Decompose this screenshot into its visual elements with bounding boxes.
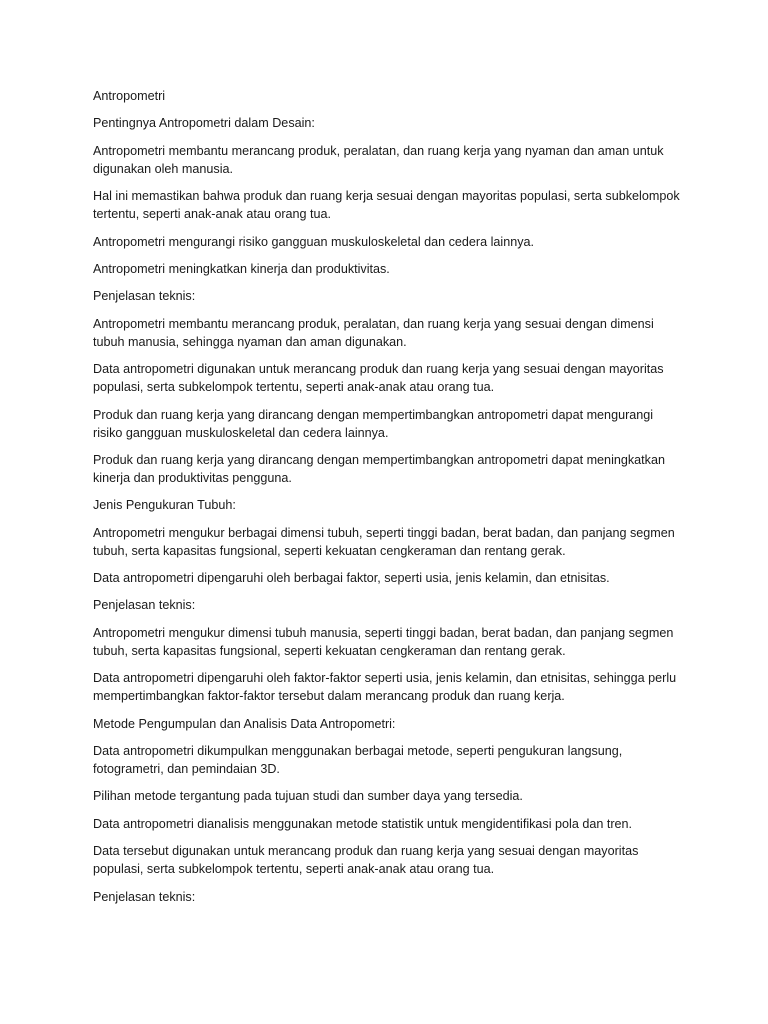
paragraph: Pilihan metode tergantung pada tujuan studi dan sumber daya yang tersedia. [93, 789, 523, 804]
paragraph: Produk dan ruang kerja yang dirancang dengan mempertimbangkan antropometri dapat meningkatkan kinerja dan produktivitas pengguna. [93, 452, 665, 485]
section-heading-body-measurement: Jenis Pengukuran Tubuh: [93, 498, 236, 513]
paragraph: Antropometri membantu merancang produk, peralatan, dan ruang kerja yang nyaman dan aman untuk digunakan oleh manusia. [93, 143, 664, 176]
paragraph: Antropometri mengukur berbagai dimensi tubuh, seperti tinggi badan, berat badan, dan panjang segmen tubuh, serta kapasitas fungsional, seperti kekuatan cengkeraman dan rentang gerak. [93, 525, 675, 558]
section-heading-methods: Metode Pengumpulan dan Analisis Data Antropometri: [93, 716, 396, 731]
paragraph: Data antropometri dipengaruhi oleh berbagai faktor, seperti usia, jenis kelamin, dan etnisitas. [93, 571, 610, 586]
paragraph: Produk dan ruang kerja yang dirancang dengan mempertimbangkan antropometri dapat mengurangi risiko gangguan muskuloskeletal dan cedera lainnya. [93, 407, 654, 440]
paragraph: Antropometri membantu merancang produk, peralatan, dan ruang kerja yang sesuai dengan dimensi tubuh manusia, sehingga nyaman dan aman digunakan. [93, 316, 654, 349]
paragraph: Data antropometri digunakan untuk merancang produk dan ruang kerja yang sesuai dengan mayoritas populasi, serta subkelompok tertentu, seperti anak-anak atau orang tua. [93, 362, 664, 395]
paragraph: Hal ini memastikan bahwa produk dan ruang kerja sesuai dengan mayoritas populasi, serta subkelompok tertentu, seperti anak-anak atau orang tua. [93, 189, 680, 222]
document-title: Antropometri [93, 89, 166, 103]
section-heading-technical-2: Penjelasan teknis: [93, 598, 196, 613]
section-heading-technical-1: Penjelasan teknis: [93, 289, 196, 304]
section-heading-importance: Pentingnya Antropometri dalam Desain: [93, 116, 315, 131]
paragraph: Data antropometri dikumpulkan menggunakan berbagai metode, seperti pengukuran langsung, fotogrametri, dan pemindaian 3D. [93, 744, 623, 777]
document-page [93, 87, 683, 915]
paragraph: Data tersebut digunakan untuk merancang produk dan ruang kerja yang sesuai dengan mayoritas populasi, serta subkelompok tertentu, seperti anak-anak atau orang tua. [93, 844, 639, 877]
paragraph: Antropometri meningkatkan kinerja dan produktivitas. [93, 261, 390, 276]
paragraph: Antropometri mengukur dimensi tubuh manusia, seperti tinggi badan, berat badan, dan panjang segmen tubuh, serta kapasitas fungsional, seperti kekuatan cengkeraman dan rentang gerak. [93, 625, 674, 658]
section-heading-technical-3: Penjelasan teknis: [93, 889, 196, 904]
paragraph: Antropometri mengurangi risiko gangguan muskuloskeletal dan cedera lainnya. [93, 234, 535, 249]
paragraph: Data antropometri dianalisis menggunakan metode statistik untuk mengidentifikasi pola dan tren. [93, 816, 633, 831]
paragraph: Data antropometri dipengaruhi oleh faktor-faktor seperti usia, jenis kelamin, dan etnisitas, sehingga perlu mempertimbangkan faktor-faktor tersebut dalam merancang produk dan ruang kerja. [93, 671, 677, 704]
